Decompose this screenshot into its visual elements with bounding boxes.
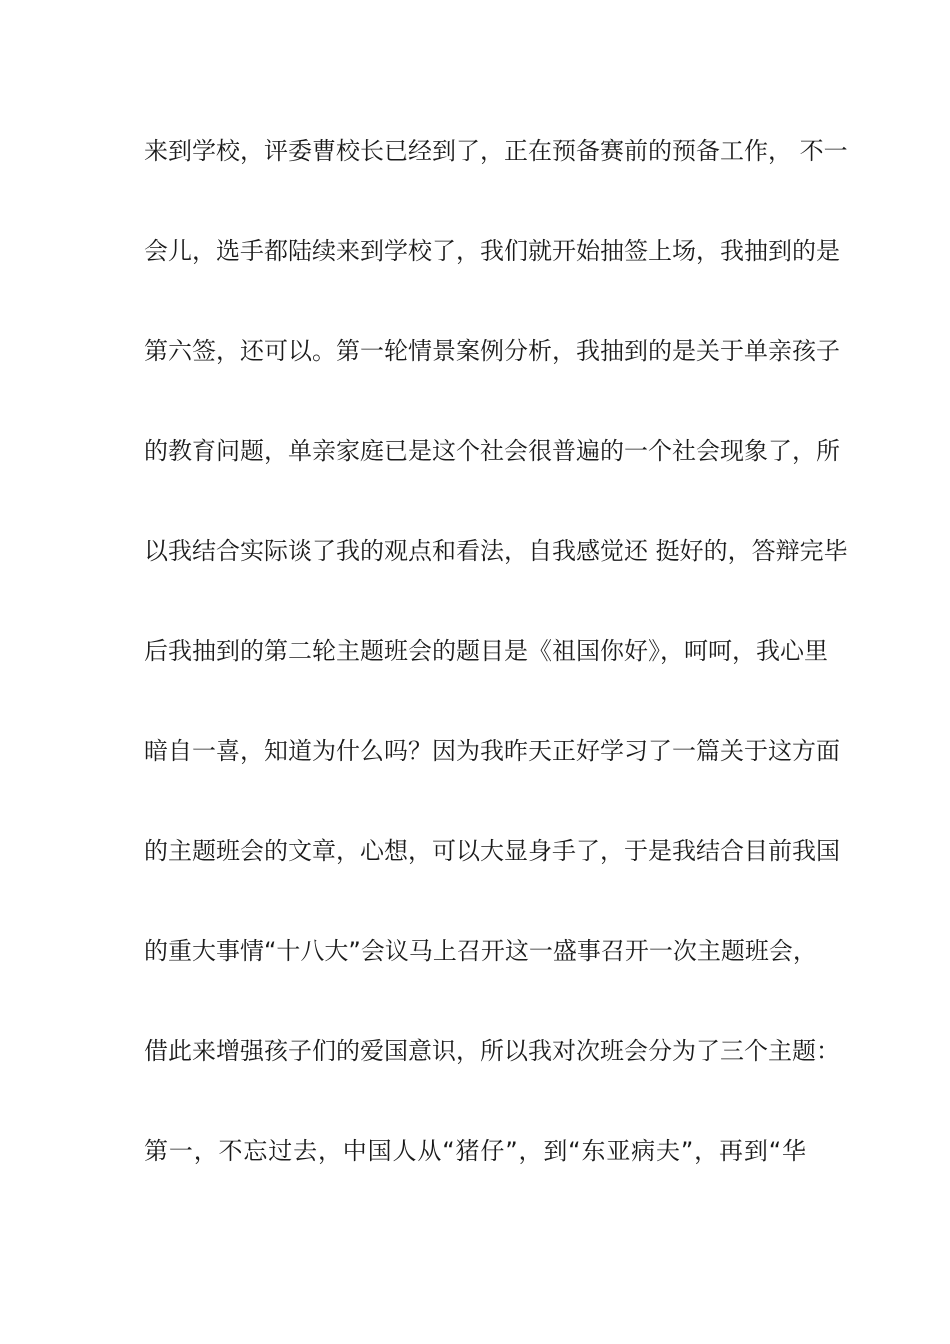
paragraph-line: 后我抽到的第二轮主题班会的题目是《祖国你好》，呵呵，我心里 [144, 637, 828, 665]
paragraph-line: 会儿，选手都陆续来到学校了，我们就开始抽签上场，我抽到的是 [144, 237, 840, 265]
paragraph-line: 以我结合实际谈了我的观点和看法，自我感觉还 挺好的，答辩完毕 [144, 537, 848, 565]
paragraph-line: 借此来增强孩子们的爱国意识，所以我对次班会分为了三个主题： [144, 1037, 840, 1065]
paragraph-line: 的主题班会的文章，心想，可以大显身手了，于是我结合目前我国 [144, 837, 840, 865]
paragraph-line: 的教育问题，单亲家庭已是这个社会很普遍的一个社会现象了，所 [144, 437, 840, 465]
paragraph-line: 的重大事情“十八大”会议马上召开这一盛事召开一次主题班会， [144, 937, 817, 965]
paragraph-line: 来到学校，评委曹校长已经到了，正在预备赛前的预备工作， 不一 [144, 137, 848, 165]
paragraph-line: 第六签，还可以。第一轮情景案例分析，我抽到的是关于单亲孩子 [144, 337, 840, 365]
paragraph-line: 第一，不忘过去，中国人从“猪仔”，到“东亚病夫”，再到“华 [144, 1137, 806, 1165]
paragraph-line: 暗自一喜，知道为什么吗？因为我昨天正好学习了一篇关于这方面 [144, 737, 840, 765]
